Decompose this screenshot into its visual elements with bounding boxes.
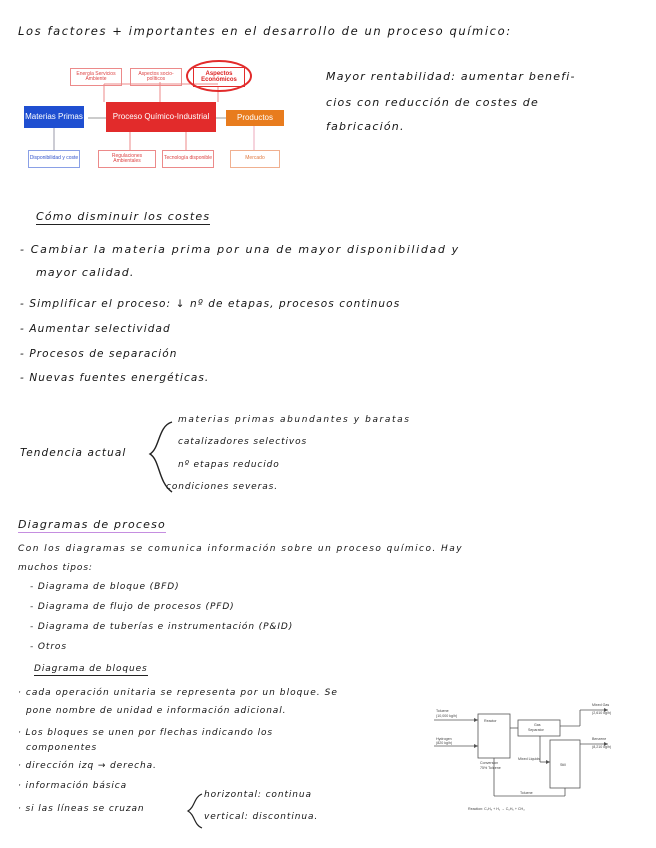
bfd-benzene-flow: (8,210 kg/h) [592,745,612,749]
costes-item-2: - Simplificar el proceso: ↓ nº de etapas, procesos continuos [20,298,401,310]
bfd-benzene: Benzene [592,737,607,741]
bfd-diagram [430,700,630,820]
bfd-mixed-gas: Mixed Gas [592,703,610,707]
bfd-reaction: Reaction: C₇H₈ + H₂ → C₆H₆ + CH₄ [468,807,525,811]
box-tecnologia: Tecnología disponible [162,150,214,168]
costes-item-4: - Procesos de separación [20,348,178,360]
box-disponibilidad: Disponibilidad y coste [28,150,80,168]
box-socio-politicos: Aspectos socio-políticos [130,68,182,86]
box-mercado: Mercado [230,150,280,168]
cross-vertical: vertical: discontinua. [204,812,319,822]
bfd-toluene-label: Toluene [436,709,449,713]
bloques-item-5: · si las líneas se cruzan [18,804,145,814]
cross-horizontal: horizontal: continua [204,790,312,800]
bfd-hydrogen-label: Hydrogen [436,737,452,741]
bloques-item-1b: pone nombre de unidad e información adicional. [26,706,287,716]
diagramas-type-3: - Diagrama de tuberías e instrumentación (P&ID) [30,622,294,632]
tendencia-item-4: condiciones severas. [166,482,278,492]
box-regulaciones: Regulaciones Ambientales [98,150,156,168]
costes-item-1b: mayor calidad. [36,266,135,279]
tendencia-item-1: materias primas abundantes y baratas [178,415,411,425]
diagramas-intro-2: muchos tipos: [18,563,93,573]
side-note-line-2: cios con reducción de costes de [326,96,539,109]
tendencia-label: Tendencia actual [20,447,127,459]
bfd-mixed-gas-flow: (2,610 kg/h) [592,711,612,715]
box-economicos: Aspectos Económicos [193,67,245,87]
side-note-line-3: fabricación. [326,120,405,133]
diagramas-type-4: - Otros [30,642,67,652]
bfd-still: Still [560,763,566,767]
bfd-toluene-flow: (10,000 kg/h) [436,714,458,718]
diagramas-intro-1: Con los diagramas se comunica información sobre un proceso químico. Hay [18,544,463,554]
cross-brace [186,792,206,830]
box-proceso: Proceso Químico-Industrial [106,102,216,132]
bloques-item-1: · cada operación unitaria se representa por un bloque. Se [18,688,338,698]
tendencia-item-3: nº etapas reducido [178,460,280,470]
costes-title: Cómo disminuir los costes [36,210,211,223]
bloques-item-3: · dirección izq → derecha. [18,761,157,771]
bfd-gas-sep-1: Gas [534,723,541,727]
bfd-hydrogen-flow: (820 kg/h) [436,741,453,745]
diagramas-title: Diagramas de proceso [18,518,166,531]
bloques-title: Diagrama de bloques [34,664,148,674]
box-productos: Productos [226,110,284,126]
tendencia-item-2: catalizadores selectivos [178,437,308,447]
box-energia: Energía Servicios Ambiente [70,68,122,86]
diagramas-type-2: - Diagrama de flujo de procesos (PFD) [30,602,235,612]
bfd-conversion-1: Conversion [480,761,499,765]
bloques-item-2b: componentes [26,743,98,753]
bloques-item-4: · información básica [18,781,127,791]
costes-item-1: - Cambiar la materia prima por una de mayor disponibilidad y [20,243,460,256]
costes-item-3: - Aumentar selectividad [20,323,171,335]
bloques-item-2: · Los bloques se unen por flechas indicando los [18,728,273,738]
side-note-line-1: Mayor rentabilidad: aumentar benefi- [326,70,576,83]
bfd-reactor-label: Reactor [484,719,497,723]
bfd-toluene-recycle: Toluene [520,791,533,795]
costes-item-5: - Nuevas fuentes energéticas. [20,372,210,384]
bfd-gas-sep-2: Separator [528,728,544,732]
bfd-mixed-liquids: Mixed Liquids [518,757,540,761]
diagramas-type-1: - Diagrama de bloque (BFD) [30,582,180,592]
page-heading: Los factores + importantes en el desarrollo de un proceso químico: [18,24,512,38]
bfd-conversion-2: 75% Toluene [480,766,501,770]
box-materias-primas: Materias Primas [24,106,84,128]
